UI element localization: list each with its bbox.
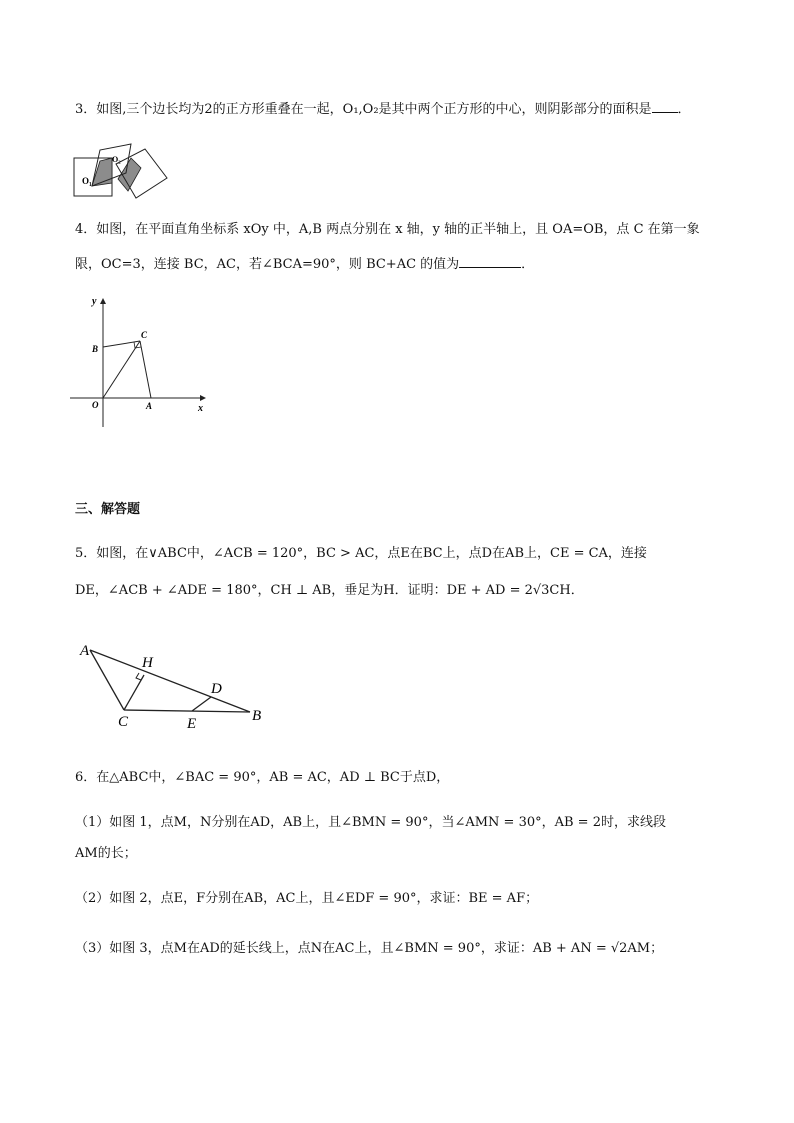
q5-label-e: E <box>187 716 197 732</box>
q6-part1-line2: AM的长； <box>75 846 137 861</box>
q4-label-c: C <box>141 330 148 340</box>
q5-triangle-figure <box>78 640 278 740</box>
q5-line1 <box>75 545 647 563</box>
q4-coordinate-figure <box>70 295 220 435</box>
q6-intro: 6．在△ABC中，∠BAC = 90°，AB = AC，AD ⊥ BC于点D， <box>75 770 450 785</box>
q3-label-o1: O₁ <box>82 176 92 186</box>
q3-text <box>75 100 691 119</box>
q5-segment-de <box>192 697 211 711</box>
q5-right-angle-mark <box>136 673 141 680</box>
q5-label-b: B <box>252 708 262 724</box>
q3-label-o2: O₂ <box>112 155 121 164</box>
q4-line2 <box>75 255 534 274</box>
q4-label-o: O <box>92 400 99 410</box>
q5-label-d: D <box>211 681 222 697</box>
q5-segment-cb <box>124 710 250 712</box>
q5-line2-text: DE，∠ACB + ∠ADE = 180°，CH ⊥ AB，垂足为H．证明：DE + AD = 2√3CH． <box>75 583 584 598</box>
q4-line2-text: 限，OC=3，连接 BC，AC，若∠BCA=90°，则 BC+AC 的值为 <box>75 257 460 272</box>
q3-period: ． <box>677 102 691 117</box>
q4-line1-text: 4．如图，在平面直角坐标系 xOy 中，A,B 两点分别在 x 轴，y 轴的正半轴上，且 OA=OB，点 C 在第一象 <box>75 222 700 237</box>
q3-squares-figure <box>70 143 170 203</box>
q5-line2 <box>75 582 584 600</box>
q6-part2: （2）如图 2，点E，F分别在AB，AC上，且∠EDF = 90°，求证：BE = AF； <box>75 891 539 906</box>
q5-line1-text: 5．如图，在∨ABC中，∠ACB = 120°，BC > AC，点E在BC上，点D在AB上，CE = CA，连接 <box>75 546 647 561</box>
q6-part3: （3）如图 3，点M在AD的延长线上，点N在AC上，且∠BMN = 90°，求证：AB + AN = √2AM； <box>75 941 664 956</box>
q4-label-a: A <box>146 401 153 411</box>
q4-label-x: x <box>198 403 203 414</box>
q4-label-y: y <box>92 296 97 307</box>
q4-label-b: B <box>92 344 99 354</box>
q3-answer-blank[interactable] <box>652 100 678 113</box>
q5-label-h: H <box>142 655 153 671</box>
q4-segment-ca <box>140 341 151 398</box>
q4-period: ． <box>521 257 535 272</box>
q4-answer-blank[interactable] <box>459 255 521 268</box>
q5-label-a: A <box>80 643 90 659</box>
q3-statement: 3．如图,三个边长均为2的正方形重叠在一起，O₁,O₂是其中两个正方形的中心，则阴影部分的面积是 <box>75 102 652 117</box>
q4-segment-oc <box>103 341 140 398</box>
q5-label-c: C <box>118 714 129 730</box>
q5-segment-ab <box>90 650 250 712</box>
q6-part1-line1: （1）如图 1，点M，N分别在AD，AB上，且∠BMN = 90°，当∠AMN = 30°，AB = 2时，求线段 <box>75 815 666 830</box>
q5-segment-ch <box>124 675 144 710</box>
q5-segment-ac <box>90 650 124 710</box>
section-title: 三、解答题 <box>75 502 141 517</box>
q4-line1 <box>75 221 700 239</box>
